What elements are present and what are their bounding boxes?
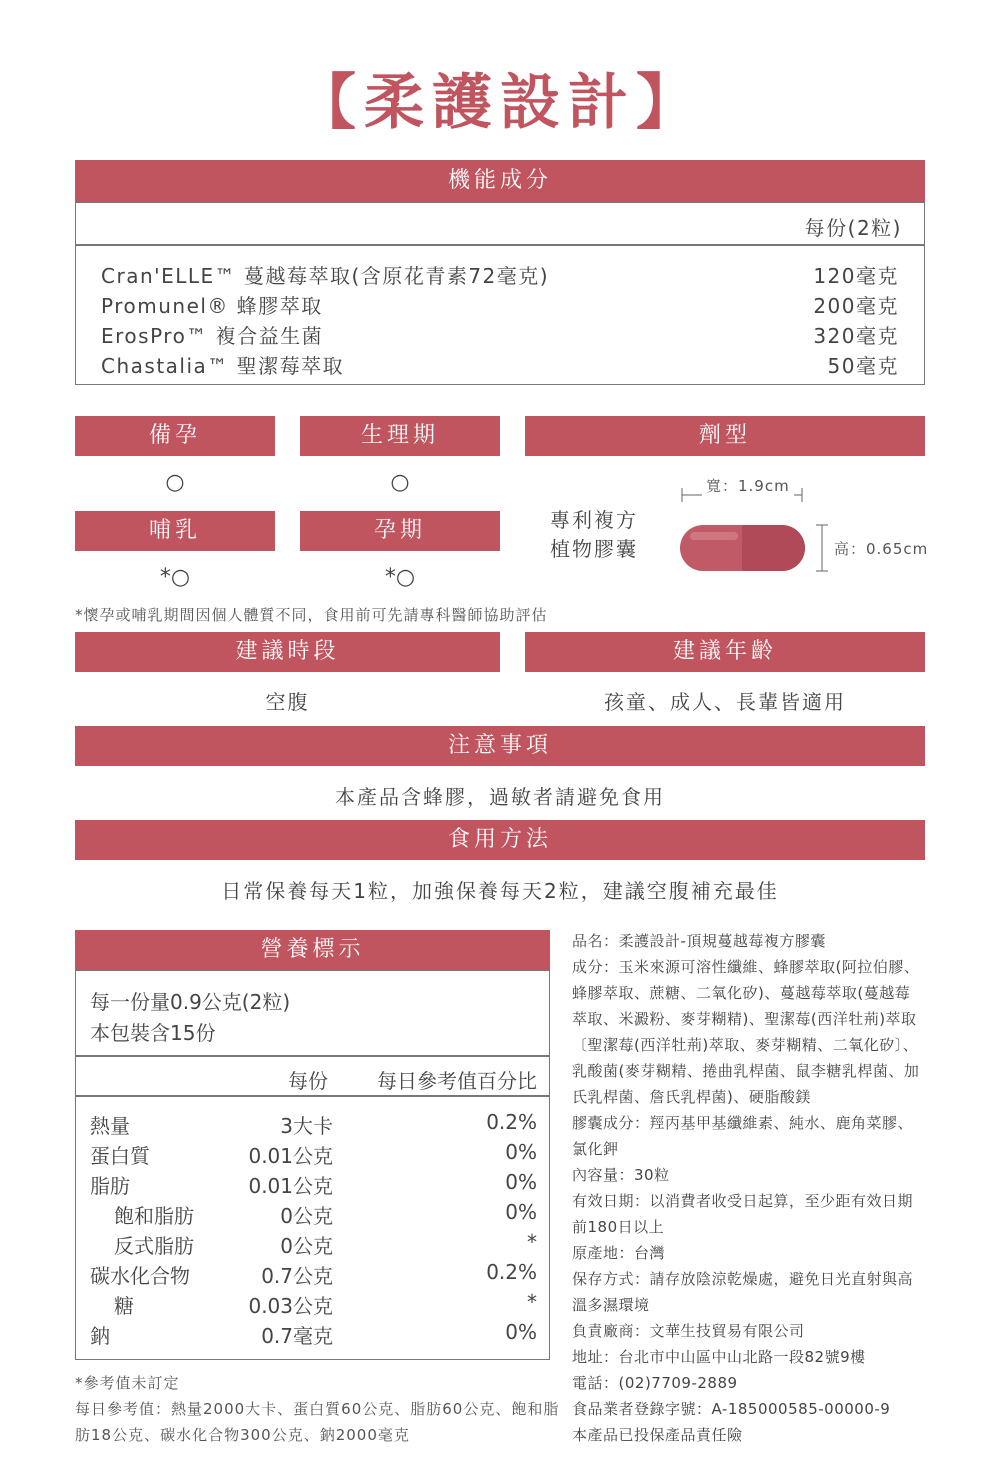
info-line: 氏乳桿菌、詹氏乳桿菌)、硬脂酸鎂 [572,1088,811,1106]
nutrient-dv: 0% [505,1140,537,1164]
info-line: 內容量：30粒 [572,1166,670,1184]
info-line: 食品業者登錄字號：A-185000585-00000-9 [572,1400,891,1418]
info-line: 乳酸菌(麥芽糊精、捲曲乳桿菌、鼠李糖乳桿菌、加 [572,1062,920,1080]
pregnancy-mark: *○ [384,565,416,590]
info-line: 保存方式：請存放陰涼乾燥處，避免日光直射與高 [572,1270,914,1288]
pregnancy-header: 孕期 [300,511,500,551]
nutrient-per: 0.03公克 [248,1294,333,1318]
nutrient-per: 0公克 [280,1234,333,1258]
capsule-half-icon [742,525,805,571]
period-mark: ○ [390,470,410,495]
nutrient-name: 飽和脂肪 [114,1204,194,1228]
ingredient-name-2: Promunel® 蜂膠萃取 [101,294,323,318]
nutrient-per: 0.01公克 [248,1144,333,1168]
dosage-form-header: 劑型 [525,416,925,456]
nutrient-name: 蛋白質 [90,1144,150,1168]
info-line: 地址：台北市中山區中山北路一段82號9樓 [572,1348,866,1366]
serving-size: 每一份量0.9公克(2粒) [90,990,291,1014]
nutrition-table [75,1096,550,1360]
functional-header: 機能成分 [75,160,925,202]
nutrient-name: 反式脂肪 [114,1234,194,1258]
dosage-form-label-line1: 專利複方 [550,508,638,532]
per-serving-label: 每份(2粒) [804,216,902,240]
ingredient-amount-3: 320毫克 [813,324,899,348]
breastfeeding-header: 哺乳 [75,511,275,551]
capsule-width-label: 寬：1.9cm [702,475,794,496]
usage-value: 日常保養每天1粒，加強保養每天2粒，建議空腹補充最佳 [221,879,779,903]
info-line: 負責廠商：文華生技貿易有限公司 [572,1322,805,1340]
servings-per-pack: 本包裝含15份 [90,1021,216,1045]
age-header: 建議年齡 [525,632,925,672]
nutrition-footnote-1: *參考值未訂定 [75,1374,180,1392]
info-line: 〔聖潔莓(西洋牡荊)萃取、麥芽糊精、二氧化矽〕、 [572,1036,919,1054]
caution-value: 本產品含蜂膠，過敏者請避免食用 [335,785,665,809]
age-value: 孩童、成人、長輩皆適用 [604,690,846,714]
col-daily-value: 每日參考值百分比 [377,1069,537,1093]
functional-serving-row [75,202,925,245]
info-line: 品名：柔護設計-頂規蔓越莓複方膠囊 [572,932,826,950]
nutrient-name: 鈉 [90,1324,110,1348]
nutrient-dv: 0.2% [486,1110,537,1134]
info-line: 蜂膠萃取、蔗糖、二氧化矽)、蔓越莓萃取(蔓越莓 [572,984,911,1002]
info-line: 萃取、米澱粉、麥芽糊精)、聖潔莓(西洋牡荊)萃取 [572,1010,917,1028]
nutrient-per: 0.7毫克 [261,1324,333,1348]
dosage-form-label-line2: 植物膠囊 [550,537,638,561]
preg-prep-mark: ○ [165,470,185,495]
functional-table [75,245,925,385]
nutrient-name: 熱量 [90,1114,130,1138]
nutrient-dv: * [527,1290,537,1314]
ingredient-amount-1: 120毫克 [813,264,899,288]
nutrient-dv: 0% [505,1320,537,1344]
usage-header: 食用方法 [75,820,925,860]
nutrient-dv: 0.2% [486,1260,537,1284]
info-line: 本產品已投保產品責任險 [572,1426,743,1444]
info-line: 溫多濕環境 [572,1296,650,1314]
info-line: 成分：玉米來源可溶性纖維、蜂膠萃取(阿拉伯膠、 [572,958,920,976]
capsule-highlight [690,532,738,540]
nutrient-name: 脂肪 [90,1174,130,1198]
nutrient-per: 0公克 [280,1204,333,1228]
page-title: 【柔護設計】 [296,68,704,138]
nutrient-per: 0.7公克 [261,1264,333,1288]
suitability-note: *懷孕或哺乳期間因個人體質不同，食用前可先請專科醫師協助評估 [75,606,548,624]
info-line: 膠囊成分：羥丙基甲基纖維素、純水、鹿角菜膠、 [572,1114,914,1132]
timing-value: 空腹 [265,690,310,714]
nutrient-name: 糖 [114,1294,134,1318]
nutrition-footnote-3: 肪18公克、碳水化合物300公克、鈉2000毫克 [75,1426,410,1444]
nutrition-column-header [75,1056,550,1096]
ingredient-name-3: ErosPro™ 複合益生菌 [101,324,324,348]
ingredient-name-1: Cran'ELLE™ 蔓越莓萃取(含原花青素72毫克) [101,264,550,288]
col-per-serving: 每份 [288,1069,328,1093]
nutrition-header: 營養標示 [75,930,550,970]
info-line: 電話：(02)7709-2889 [572,1374,738,1392]
caution-header: 注意事項 [75,726,925,766]
nutrient-dv: * [527,1230,537,1254]
info-line: 有效日期：以消費者收受日起算，至少距有效日期 [572,1192,914,1210]
ingredient-name-4: Chastalia™ 聖潔莓萃取 [101,354,345,378]
ingredient-amount-4: 50毫克 [827,354,899,378]
info-line: 前180日以上 [572,1218,665,1236]
preg-prep-header: 備孕 [75,416,275,456]
breastfeeding-mark: *○ [159,565,191,590]
timing-header: 建議時段 [75,632,500,672]
info-line: 原產地：台灣 [572,1244,666,1262]
dosage-form-label [550,506,638,564]
nutrient-dv: 0% [505,1200,537,1224]
nutrient-per: 0.01公克 [248,1174,333,1198]
info-line: 氯化鉀 [572,1140,619,1158]
nutrition-footnote-2: 每日參考值：熱量2000大卡、蛋白質60公克、脂肪60公克、飽和脂 [75,1400,560,1418]
product-info [572,928,919,1448]
nutrition-serving-box [75,970,550,1056]
capsule-height-label: 高：0.65cm [834,540,929,558]
nutrient-dv: 0% [505,1170,537,1194]
nutrient-per: 3大卡 [280,1114,333,1138]
ingredient-amount-2: 200毫克 [813,294,899,318]
nutrient-name: 碳水化合物 [90,1264,190,1288]
period-header: 生理期 [300,416,500,456]
